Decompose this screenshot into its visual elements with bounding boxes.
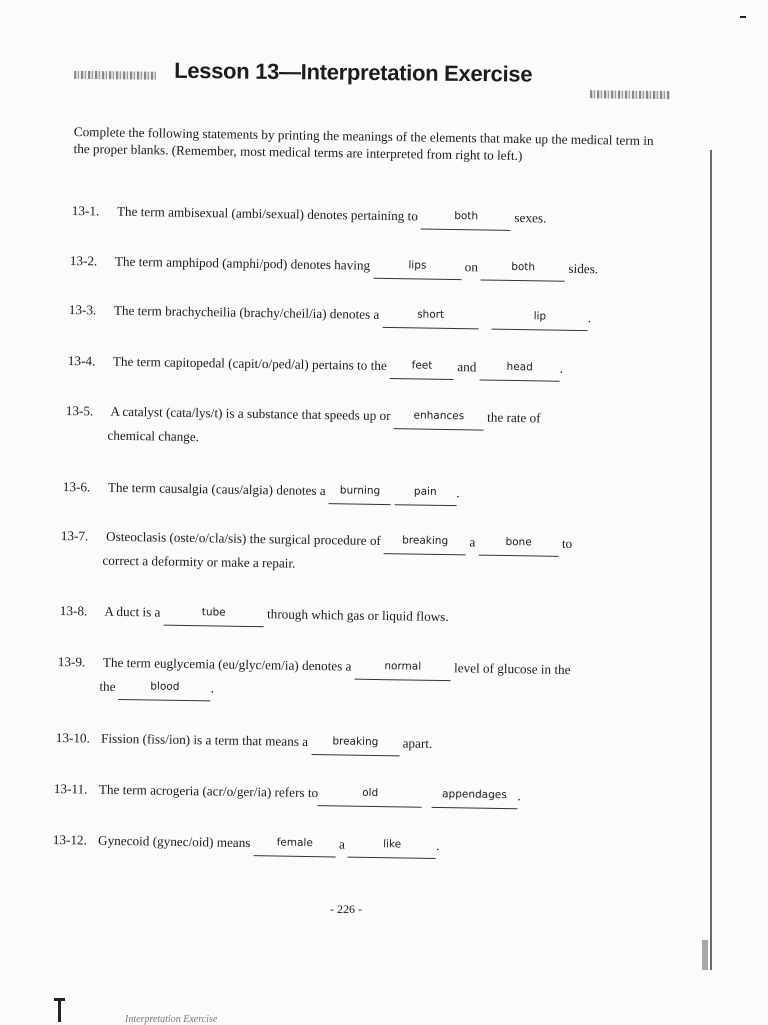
answer-blank[interactable] [421, 205, 511, 230]
answer-blank[interactable] [318, 782, 422, 808]
item-text: on [464, 259, 479, 275]
page-title: Lesson 13—Interpretation Exercise [174, 57, 533, 87]
item-text: A catalyst (cata/lys/t) is a substance that speeds up or [110, 403, 391, 424]
answer: enhances [413, 409, 465, 423]
instructions: Complete the following statements by printing the meanings of the elements that make up the medical term in the proper blanks. (Remember, most medical terms are interpreted from right to left.) [73, 123, 654, 164]
answer: tube [201, 606, 226, 619]
item-text: The term acrogeria (acr/o/ger/ia) refers to [98, 781, 319, 801]
item-text: The term causalgia (caus/algia) denotes a [107, 479, 326, 499]
exercise-item [60, 525, 572, 578]
answer: normal [384, 660, 422, 673]
item-number: 13-8. [59, 602, 88, 619]
answer-blank[interactable] [394, 405, 484, 430]
item-text: a [469, 534, 476, 550]
scan-mark [740, 16, 746, 18]
answer: blood [150, 680, 180, 693]
item-text: The term euglycemia (eu/glyc/em/ia) denotes a [102, 654, 352, 674]
item-number: 13-10. [55, 729, 91, 746]
answer: like [383, 838, 402, 851]
answer: both [454, 210, 479, 223]
exercise-item [70, 250, 599, 282]
item-text: apart. [402, 735, 433, 751]
title-row [74, 57, 674, 113]
item-number: 13-5. [65, 402, 94, 419]
answer-blank[interactable] [394, 481, 456, 506]
item-text: . [456, 485, 460, 501]
answer: bone [505, 535, 532, 549]
item-number: 13-1. [71, 202, 100, 219]
exercise-item [65, 400, 540, 452]
item-text: The term ambisexual (ambi/sexual) denotes pertaining to [116, 203, 419, 224]
item-text: sexes. [514, 209, 547, 226]
item-text: sides. [568, 260, 599, 277]
title-rule-left [74, 71, 156, 80]
answer: feet [411, 359, 433, 372]
answer: lips [408, 259, 427, 272]
answer: breaking [402, 534, 449, 548]
item-text: . [436, 838, 440, 854]
item-number: 13-12. [52, 831, 88, 848]
answer: both [511, 260, 536, 274]
scan-edge-mark [702, 940, 708, 970]
exercise-item [69, 299, 592, 331]
footer-text: Interpretation Exercise [125, 1014, 218, 1025]
item-text: a [338, 836, 346, 852]
exercise-item [72, 200, 547, 231]
item-number: 13-3. [68, 301, 97, 318]
answer-blank[interactable] [119, 676, 211, 701]
answer-blank[interactable] [329, 480, 391, 505]
exercise-item [54, 778, 521, 809]
answer-blank[interactable] [478, 532, 558, 557]
answer-blank[interactable] [384, 530, 466, 555]
item-text: . [559, 360, 564, 376]
answer: breaking [332, 735, 379, 749]
exercise-item [57, 651, 570, 707]
title-rule-right [590, 90, 670, 99]
answer-blank[interactable] [355, 656, 451, 682]
answer-blank[interactable] [254, 832, 336, 857]
answer-blank[interactable] [373, 255, 461, 280]
answer: lip [533, 310, 547, 323]
exercise-item [56, 727, 433, 757]
item-text-continued: chemical change. [107, 427, 200, 445]
item-text: and [457, 359, 477, 375]
item-text: Fission (fiss/ion) is a term that means a [101, 730, 309, 749]
answer: female [276, 836, 313, 850]
answer-blank[interactable] [431, 784, 517, 809]
answer-blank[interactable] [492, 306, 588, 332]
answer-blank[interactable] [348, 834, 436, 859]
item-text-continued: the [99, 678, 116, 694]
answer-blank[interactable] [382, 304, 478, 330]
item-number: 13-6. [62, 478, 91, 495]
answer: pain [413, 485, 437, 498]
item-text: A duct is a [104, 603, 161, 620]
item-text: through which gas or liquid flows. [266, 606, 449, 625]
item-text: Gynecoid (gynec/oid) means [98, 832, 251, 851]
answer-blank[interactable] [390, 355, 454, 380]
exercise-item [60, 600, 449, 630]
scan-edge-line [710, 150, 712, 970]
item-text: level of glucose in the [453, 660, 571, 678]
answer: short [417, 308, 445, 321]
item-text: Osteoclasis (oste/o/cla/sis) the surgical procedure of [106, 528, 381, 549]
item-number: 13-2. [69, 252, 98, 269]
answer: burning [339, 484, 381, 497]
answer-blank[interactable] [164, 602, 264, 628]
answer: appendages [442, 788, 507, 802]
answer: head [506, 360, 533, 374]
item-text: The term brachycheilia (brachy/cheil/ia) denotes a [113, 302, 380, 322]
exercise-item [68, 350, 564, 382]
item-number: 13-7. [60, 527, 89, 544]
answer: old [362, 786, 379, 800]
item-text: . [587, 310, 592, 326]
item-number: 13-9. [57, 653, 86, 670]
item-text: to [561, 535, 573, 552]
page-number: - 226 - [330, 902, 362, 916]
item-number: 13-4. [67, 352, 96, 369]
item-text: The term capitopedal (capit/o/ped/al) pertains to the [112, 353, 387, 374]
answer-blank[interactable] [479, 356, 559, 381]
item-text: . [517, 788, 521, 804]
item-number: 13-11. [53, 780, 88, 797]
exercise-item [53, 829, 440, 859]
item-text-continued: correct a deformity or make a repair. [102, 552, 296, 571]
item-text: . [210, 680, 215, 696]
item-text: the rate of [487, 409, 541, 426]
item-text: The term amphipod (amphi/pod) denotes having [114, 253, 371, 273]
answer-blank[interactable] [481, 256, 565, 281]
answer-blank[interactable] [311, 731, 399, 756]
footer-mark [58, 998, 61, 1022]
exercise-item [63, 476, 460, 506]
